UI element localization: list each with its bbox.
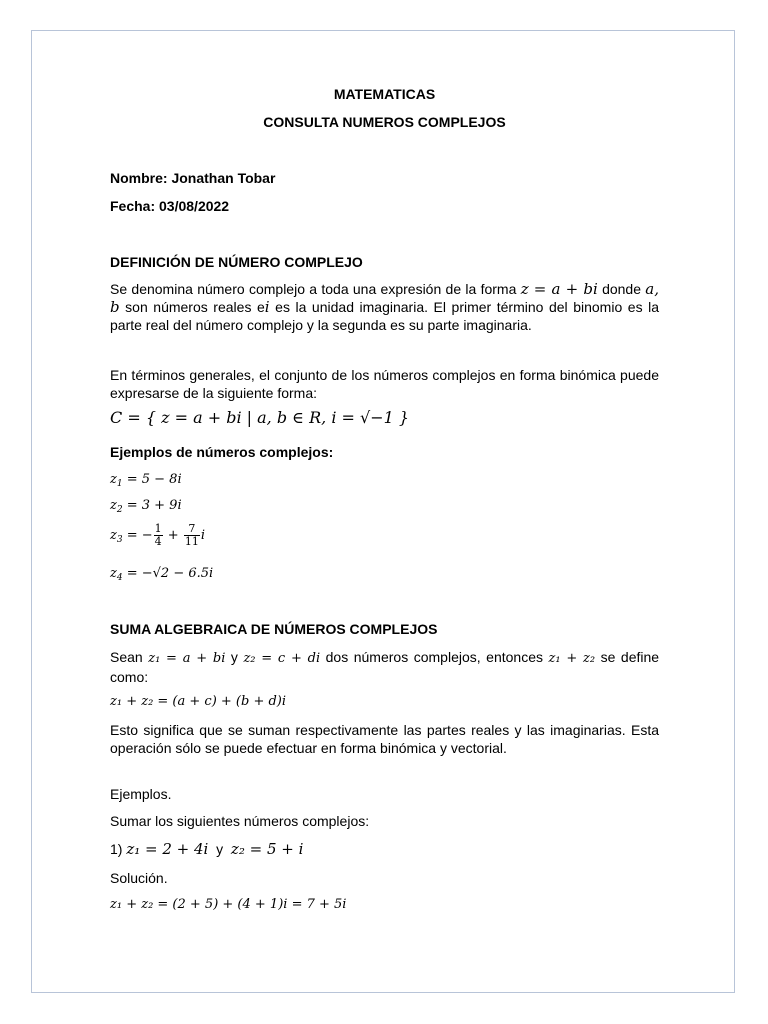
fraction-one-quarter: $\frac{1}{4}$ bbox=[154, 522, 162, 548]
document-title: CONSULTA NUMEROS COMPLEJOS bbox=[263, 114, 506, 130]
exercise-1: 1) z₁ = 2 + 4i y z₂ = 5 + i bbox=[110, 840, 304, 858]
example-z2: $z_2 = 3 + 9i$ bbox=[110, 498, 182, 515]
fraction-seven-elevenths: $\frac{7}{11}$ bbox=[184, 522, 199, 548]
example-z4: $z_4 = -√2 - 6.5i$ bbox=[110, 566, 214, 583]
student-name: Nombre: Jonathan Tobar bbox=[110, 170, 276, 186]
section-heading-definition: DEFINICIÓN DE NÚMERO COMPLEJO bbox=[110, 254, 363, 270]
definition-paragraph: Se denomina número complejo a toda una expresión de la forma z = a + bi donde a, b son números reales ei es la unidad imaginaria. El primer término del binomio es la parte real del número complejo y la segunda es su parte imaginaria. bbox=[110, 280, 660, 333]
date-line: Fecha: 03/08/2022 bbox=[110, 198, 230, 214]
sum-explanation-paragraph: Esto significa que se suman respectivamente las partes reales y las imaginarias. Esta operación sólo se puede efectuar en forma binómica y vectorial. bbox=[110, 722, 659, 756]
example-z3: $z_3$ = − $\frac{1}{4}$ + $\frac{7}{11}$ i bbox=[110, 522, 205, 548]
subject-title: MATEMATICAS bbox=[333, 86, 436, 102]
document-page bbox=[31, 30, 735, 993]
example-z1: $z_1 = 5 - 8i$ bbox=[110, 472, 182, 489]
section-heading-sum: SUMA ALGEBRAICA DE NÚMEROS COMPLEJOS bbox=[110, 621, 438, 637]
sum-intro-paragraph: Sean z₁ = a + bi y z₂ = c + di dos números complejos, entonces z₁ + z₂ se define como: bbox=[110, 649, 660, 685]
exercise-intro: Sumar los siguientes números complejos: bbox=[110, 813, 370, 829]
solution-formula: z₁ + z₂ = (2 + 5) + (4 + 1)i = 7 + 5i bbox=[110, 897, 347, 912]
solution-label: Solución. bbox=[110, 870, 168, 886]
formula-z: z = a + bi bbox=[520, 280, 598, 298]
sum-definition-formula: z₁ + z₂ = (a + c) + (b + d)i bbox=[110, 694, 287, 709]
set-intro-paragraph: En términos generales, el conjunto de los números complejos en forma binómica puede expresarse de la siguiente forma: bbox=[110, 367, 659, 401]
examples-heading: Ejemplos de números complejos: bbox=[110, 444, 334, 460]
set-definition-formula: C = { z = a + bi | a, b ∈ R, i = √−1 } bbox=[110, 408, 410, 427]
examples-label: Ejemplos. bbox=[110, 786, 172, 802]
